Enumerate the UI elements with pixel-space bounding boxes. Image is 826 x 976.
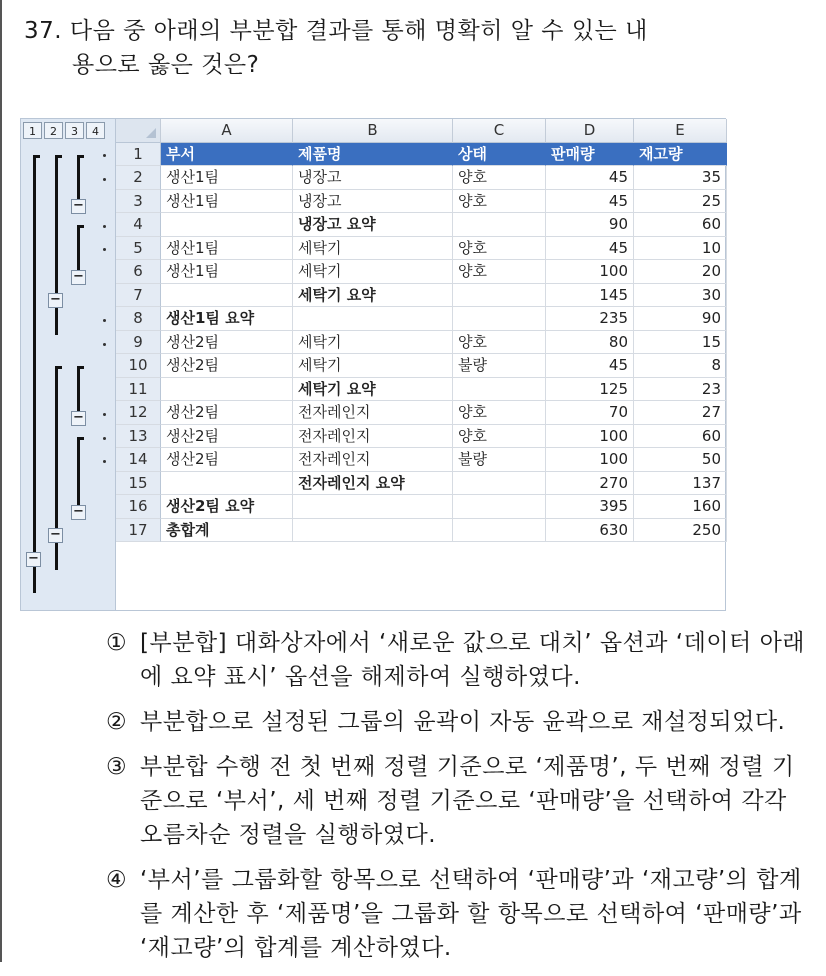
cell-stock[interactable]: 35 — [634, 166, 727, 190]
cell-product[interactable]: 세탁기 — [293, 354, 453, 378]
cell-sales[interactable]: 395 — [546, 495, 634, 519]
option-2[interactable] — [106, 705, 806, 739]
row-number[interactable]: 2 — [116, 166, 161, 190]
cell-status[interactable] — [453, 307, 546, 331]
subtotal-row — [116, 495, 727, 519]
cell-dept[interactable]: 생산2팀 — [161, 354, 293, 378]
cell-status[interactable] — [453, 519, 546, 543]
outline-bracket-level4 — [77, 225, 80, 275]
grand-total-row — [116, 519, 727, 543]
cell-status[interactable] — [453, 213, 546, 237]
header-cell-dept[interactable]: 부서 — [161, 143, 293, 167]
cell-stock[interactable]: 60 — [634, 425, 727, 449]
spreadsheet-subtotal — [20, 118, 726, 611]
cell-stock[interactable]: 137 — [634, 472, 727, 496]
table-row — [116, 448, 727, 472]
header-cell-stock[interactable]: 재고량 — [634, 143, 727, 167]
row-number[interactable]: 17 — [116, 519, 161, 543]
table-row — [116, 260, 727, 284]
cell-status[interactable]: 양호 — [453, 237, 546, 261]
detail-dot — [103, 437, 106, 440]
detail-dot — [103, 178, 106, 181]
option-text: 부분합으로 설정된 그룹의 윤곽이 자동 윤곽으로 재설정되었다. — [140, 709, 786, 735]
cell-status[interactable]: 불량 — [453, 448, 546, 472]
cell-stock[interactable]: 23 — [634, 378, 727, 402]
cell-grand-total-label[interactable]: 총합계 — [161, 519, 293, 543]
cell-dept[interactable]: 생산2팀 — [161, 425, 293, 449]
row-number[interactable]: 15 — [116, 472, 161, 496]
subtotal-row — [116, 284, 727, 308]
row-number[interactable]: 10 — [116, 354, 161, 378]
header-cell-status[interactable]: 상태 — [453, 143, 546, 167]
detail-dot — [103, 154, 106, 157]
cell-status[interactable] — [453, 284, 546, 308]
collapse-button-row8[interactable]: − — [48, 293, 63, 308]
row-number[interactable]: 9 — [116, 331, 161, 355]
cell-sales[interactable]: 100 — [546, 425, 634, 449]
cell-product[interactable]: 전자레인지 — [293, 448, 453, 472]
table-row — [116, 166, 727, 190]
cell-product[interactable]: 냉장고 — [293, 190, 453, 214]
row-number[interactable]: 6 — [116, 260, 161, 284]
table-header-row — [116, 143, 727, 167]
cell-status[interactable] — [453, 378, 546, 402]
cell-stock[interactable]: 20 — [634, 260, 727, 284]
cell-stock[interactable]: 25 — [634, 190, 727, 214]
cell-dept[interactable] — [161, 213, 293, 237]
cell-status[interactable]: 양호 — [453, 190, 546, 214]
row-number[interactable]: 14 — [116, 448, 161, 472]
cell-sales[interactable]: 45 — [546, 190, 634, 214]
cell-sales[interactable]: 630 — [546, 519, 634, 543]
cell-sales[interactable]: 45 — [546, 354, 634, 378]
detail-dot — [103, 248, 106, 251]
column-header-e[interactable]: E — [634, 119, 727, 143]
row-number[interactable]: 7 — [116, 284, 161, 308]
row-number[interactable]: 13 — [116, 425, 161, 449]
cell-dept[interactable] — [161, 284, 293, 308]
option-text: [부분합] 대화상자에서 ‘새로운 값으로 대치’ 옵션과 ‘데이터 아래에 요약 표시’ 옵션을 해제하여 실행하였다. — [140, 630, 806, 690]
outline-bracket-level3-team1 — [55, 155, 58, 335]
cell-stock[interactable]: 60 — [634, 213, 727, 237]
row-number[interactable]: 4 — [116, 213, 161, 237]
cell-status[interactable]: 양호 — [453, 401, 546, 425]
cell-dept[interactable]: 생산2팀 — [161, 331, 293, 355]
cell-stock[interactable]: 30 — [634, 284, 727, 308]
outline-bracket-cap — [55, 366, 62, 369]
cell-product-subtotal-label[interactable]: 전자레인지 요약 — [293, 472, 453, 496]
table-row — [116, 425, 727, 449]
collapse-button-row16[interactable]: − — [48, 528, 63, 543]
table-row — [116, 331, 727, 355]
collapse-button-row15[interactable]: − — [71, 505, 86, 520]
cell-product-subtotal-label[interactable]: 세탁기 요약 — [293, 378, 453, 402]
answer-options — [106, 626, 806, 976]
cell-product[interactable] — [293, 307, 453, 331]
outline-bracket-level4 — [77, 366, 80, 416]
detail-dot — [103, 343, 106, 346]
cell-dept[interactable]: 생산1팀 — [161, 237, 293, 261]
outline-bracket-cap — [77, 366, 84, 369]
subtotal-row — [116, 307, 727, 331]
cell-status[interactable]: 양호 — [453, 331, 546, 355]
option-4[interactable] — [106, 863, 806, 965]
outline-bracket-cap — [77, 155, 84, 158]
cell-dept[interactable] — [161, 472, 293, 496]
cell-product[interactable]: 전자레인지 — [293, 401, 453, 425]
cell-product[interactable]: 세탁기 — [293, 237, 453, 261]
option-1[interactable] — [106, 626, 806, 694]
outline-panel — [21, 119, 116, 610]
cell-status[interactable] — [453, 495, 546, 519]
cell-product[interactable]: 전자레인지 — [293, 425, 453, 449]
column-header-b[interactable]: B — [293, 119, 453, 143]
table-row — [116, 354, 727, 378]
outline-level-1-button[interactable]: 1 — [23, 122, 42, 139]
collapse-button-row4[interactable]: − — [71, 199, 86, 214]
collapse-button-row11[interactable]: − — [71, 411, 86, 426]
column-header-row — [116, 119, 727, 143]
cell-sales[interactable]: 80 — [546, 331, 634, 355]
detail-dot — [103, 225, 106, 228]
cell-status[interactable]: 양호 — [453, 425, 546, 449]
row-number[interactable]: 3 — [116, 190, 161, 214]
cell-sales[interactable]: 45 — [546, 237, 634, 261]
column-header-a[interactable]: A — [161, 119, 293, 143]
detail-dot — [103, 413, 106, 416]
cell-product[interactable] — [293, 519, 453, 543]
outline-bracket-cap — [55, 155, 62, 158]
column-header-d[interactable]: D — [546, 119, 634, 143]
outline-level-buttons — [23, 122, 105, 139]
cell-status[interactable]: 불량 — [453, 354, 546, 378]
cell-sales[interactable]: 145 — [546, 284, 634, 308]
question-text — [24, 14, 804, 82]
cell-status[interactable]: 양호 — [453, 260, 546, 284]
cell-stock[interactable]: 160 — [634, 495, 727, 519]
subtotal-row — [116, 472, 727, 496]
cell-product[interactable]: 냉장고 — [293, 166, 453, 190]
cell-product[interactable] — [293, 495, 453, 519]
cell-dept[interactable]: 생산2팀 — [161, 448, 293, 472]
question-number: 37. — [24, 18, 63, 44]
cell-dept-subtotal-label[interactable]: 생산2팀 요약 — [161, 495, 293, 519]
header-cell-product[interactable]: 제품명 — [293, 143, 453, 167]
cell-product[interactable]: 세탁기 — [293, 331, 453, 355]
cell-sales[interactable]: 70 — [546, 401, 634, 425]
cell-stock[interactable]: 250 — [634, 519, 727, 543]
table-row — [116, 190, 727, 214]
row-number[interactable]: 16 — [116, 495, 161, 519]
cell-dept[interactable]: 생산1팀 — [161, 260, 293, 284]
column-header-c[interactable]: C — [453, 119, 546, 143]
cell-product-subtotal-label[interactable]: 냉장고 요약 — [293, 213, 453, 237]
select-all-triangle-icon — [146, 128, 156, 138]
cell-dept[interactable] — [161, 378, 293, 402]
row-number[interactable]: 8 — [116, 307, 161, 331]
outline-level-2-button[interactable]: 2 — [44, 122, 63, 139]
option-marker: ③ — [106, 754, 128, 780]
row-number[interactable]: 12 — [116, 401, 161, 425]
table-row — [116, 401, 727, 425]
cell-stock[interactable]: 50 — [634, 448, 727, 472]
outline-bracket-level2 — [33, 155, 36, 593]
row-number[interactable]: 11 — [116, 378, 161, 402]
cell-sales[interactable]: 45 — [546, 166, 634, 190]
cell-product[interactable]: 세탁기 — [293, 260, 453, 284]
subtotal-row — [116, 213, 727, 237]
header-cell-sales[interactable]: 판매량 — [546, 143, 634, 167]
option-text: 부분합 수행 전 첫 번째 정렬 기준으로 ‘제품명’, 두 번째 정렬 기준으로 ‘부서’, 세 번째 정렬 기준으로 ‘판매량’을 선택하여 각각 오름차순 정렬을 실행하였다. — [140, 754, 795, 848]
question-line-2: 용으로 옳은 것은? — [72, 52, 260, 78]
cell-stock[interactable]: 15 — [634, 331, 727, 355]
cell-sales[interactable]: 125 — [546, 378, 634, 402]
outline-bracket-cap — [77, 437, 84, 440]
cell-sales[interactable]: 270 — [546, 472, 634, 496]
cell-stock[interactable]: 90 — [634, 307, 727, 331]
option-text: ‘부서’를 그룹화할 항목으로 선택하여 ‘판매량’과 ‘재고량’의 합계를 계산한 후 ‘제품명’을 그룹화 할 항목으로 선택하여 ‘판매량’과 ‘재고량’의 합계를 계산하였다. — [140, 867, 802, 961]
outline-level-4-button[interactable]: 4 — [86, 122, 105, 139]
row-number[interactable]: 5 — [116, 237, 161, 261]
cell-dept[interactable]: 생산2팀 — [161, 401, 293, 425]
option-marker: ① — [106, 630, 128, 656]
table-row — [116, 237, 727, 261]
question-line-1: 다음 중 아래의 부분합 결과를 통해 명확히 알 수 있는 내 — [69, 18, 648, 44]
option-marker: ④ — [106, 867, 128, 893]
cell-status[interactable] — [453, 472, 546, 496]
outline-bracket-cap — [77, 225, 84, 228]
cell-stock[interactable]: 27 — [634, 401, 727, 425]
cell-sales[interactable]: 235 — [546, 307, 634, 331]
cell-stock[interactable]: 8 — [634, 354, 727, 378]
outline-level-3-button[interactable]: 3 — [65, 122, 84, 139]
cell-status[interactable]: 양호 — [453, 166, 546, 190]
select-all-corner[interactable] — [116, 119, 161, 143]
subtotal-row — [116, 378, 727, 402]
collapse-button-row7[interactable]: − — [71, 270, 86, 285]
row-number[interactable]: 1 — [116, 143, 161, 167]
cell-product-subtotal-label[interactable]: 세탁기 요약 — [293, 284, 453, 308]
detail-dot — [103, 319, 106, 322]
cell-stock[interactable]: 10 — [634, 237, 727, 261]
cell-sales[interactable]: 100 — [546, 260, 634, 284]
detail-dot — [103, 460, 106, 463]
cell-dept[interactable]: 생산1팀 — [161, 166, 293, 190]
cell-sales[interactable]: 90 — [546, 213, 634, 237]
collapse-button-row17[interactable]: − — [26, 552, 41, 567]
outline-bracket-level4 — [77, 437, 80, 511]
option-marker: ② — [106, 709, 128, 735]
cell-sales[interactable]: 100 — [546, 448, 634, 472]
option-3[interactable] — [106, 750, 806, 852]
cell-dept[interactable]: 생산1팀 — [161, 190, 293, 214]
cell-dept-subtotal-label[interactable]: 생산1팀 요약 — [161, 307, 293, 331]
outline-bracket-cap — [33, 155, 40, 158]
